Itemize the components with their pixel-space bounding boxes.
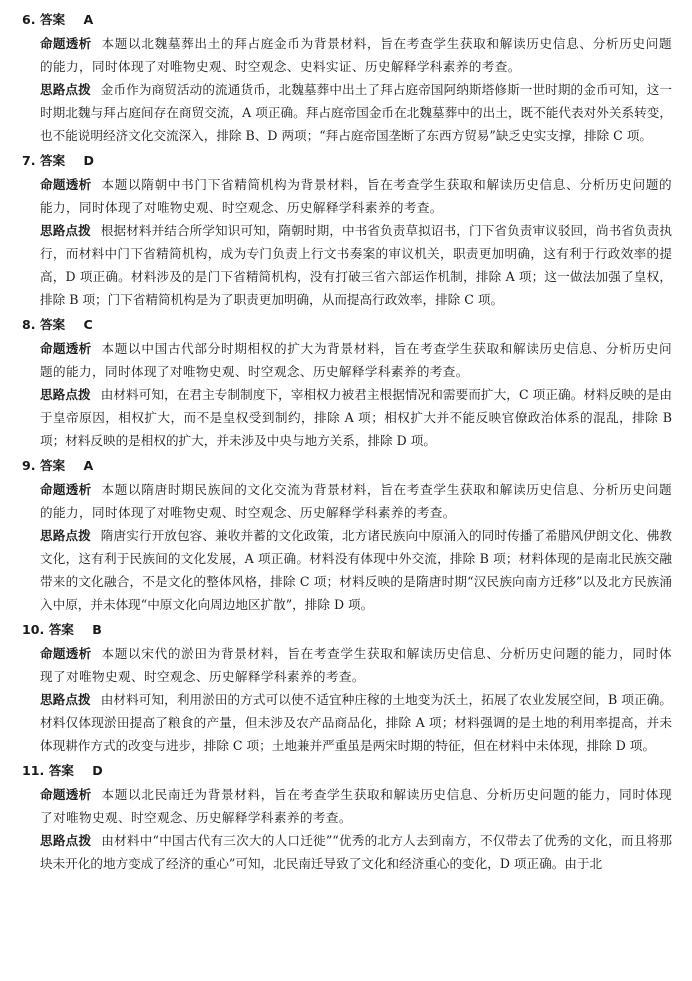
question-number: 10. [22, 622, 45, 637]
answer-header [22, 8, 672, 31]
intro-label: 命题透析 [40, 36, 92, 51]
intro-paragraph [22, 783, 672, 829]
answer-header [22, 313, 672, 336]
answer-letter: C [83, 317, 93, 332]
answer-letter: D [92, 763, 103, 778]
answer-label: 答案 [39, 458, 66, 473]
answer-header [22, 454, 672, 477]
analysis-text: 隋唐实行开放包容、兼收并蓄的文化政策，北方诸民族向中原涌入的同时传播了希腊风伊朗文化、佛教文化，这有利于民族间的文化发展，A 项正确。材料没有体现中外交流，排除 B 项；材料体现的是南北民族交融带来的文化融合，不是文化的整体风格，排除 C 项；材料反映的是隋唐时期“汉民族向南方迁移”以及北方民族涌入中原，并未体现“中原文化向周边地区扩散”，排除 D 项。 [40, 528, 673, 612]
intro-text: 本题以隋唐时期民族间的文化交流为背景材料，旨在考查学生获取和解读历史信息、分析历史问题的能力，同时体现了对唯物史观、时空观念、历史解释学科素养的考查。 [40, 482, 673, 520]
question-number: 11. [22, 763, 45, 778]
answer-letter: B [92, 622, 102, 637]
answer-item-7 [22, 149, 672, 311]
question-number: 7. [22, 153, 36, 168]
intro-text: 本题以隋朝中书门下省精简机构为背景材料，旨在考查学生获取和解读历史信息、分析历史问题的能力，同时体现了对唯物史观、时空观念、历史解释学科素养的考查。 [40, 177, 673, 215]
intro-paragraph [22, 173, 672, 219]
answer-letter: D [83, 153, 94, 168]
intro-label: 命题透析 [40, 177, 92, 192]
answer-label: 答案 [39, 12, 66, 27]
analysis-paragraph [22, 383, 672, 452]
analysis-label: 思路点拨 [40, 833, 92, 848]
answer-header [22, 759, 672, 782]
intro-paragraph [22, 642, 672, 688]
question-number: 8. [22, 317, 36, 332]
answer-item-11 [22, 759, 672, 875]
analysis-label: 思路点拨 [40, 528, 91, 543]
answer-label: 答案 [48, 622, 74, 637]
answer-item-10 [22, 618, 672, 757]
answer-label: 答案 [39, 153, 66, 168]
analysis-label: 思路点拨 [40, 387, 91, 402]
analysis-text: 由材料可知，利用淤田的方式可以使不适宜种庄稼的土地变为沃土，拓展了农业发展空间，B 项正确。材料仅体现淤田提高了粮食的产量，但未涉及农产品商品化，排除 A 项；材料强调的是土地的利用率提高，并未体现耕作方式的改变与进步，排除 C 项；土地兼并严重虽是两宋时期的特征，但在材料中未体现，排除 D 项。 [40, 692, 672, 753]
answer-header [22, 618, 672, 641]
analysis-paragraph [22, 524, 672, 616]
intro-text: 本题以北民南迁为背景材料，旨在考查学生获取和解读历史信息、分析历史问题的能力，同时体现了对唯物史观、时空观念、历史解释学科素养的考查。 [40, 787, 673, 825]
intro-text: 本题以北魏墓葬出土的拜占庭金币为背景材料，旨在考查学生获取和解读历史信息、分析历史问题的能力，同时体现了对唯物史观、时空观念、史料实证、历史解释学科素养的考查。 [40, 36, 673, 74]
analysis-label: 思路点拨 [40, 223, 91, 238]
intro-paragraph [22, 337, 672, 383]
answer-letter: A [83, 458, 94, 473]
analysis-paragraph [22, 829, 672, 875]
intro-label: 命题透析 [40, 482, 92, 497]
analysis-text: 由材料可知，在君主专制制度下，宰相权力被君主根据情况和需要而扩大，C 项正确。材料反映的是由于皇帝原因，相权扩大，而不是皇权受到制约，排除 A 项；相权扩大并不能反映官僚政治体系的混乱，排除 B 项；材料反映的是相权的扩大，并未涉及中央与地方关系，排除 D 项。 [40, 387, 673, 448]
answer-letter: A [83, 12, 94, 27]
analysis-paragraph [22, 219, 672, 311]
answer-item-8 [22, 313, 672, 452]
analysis-text: 由材料中“中国古代有三次大的人口迁徙”“优秀的北方人去到南方，不仅带去了优秀的文化，而且将那块未开化的地方变成了经济的重心”可知，北民南迁导致了文化和经济重心的变化，D 项正确。由于北 [40, 833, 672, 871]
intro-label: 命题透析 [40, 341, 92, 356]
analysis-label: 思路点拨 [40, 692, 91, 707]
analysis-paragraph [22, 78, 672, 147]
answer-label: 答案 [39, 317, 66, 332]
intro-label: 命题透析 [40, 646, 92, 661]
answer-header [22, 149, 672, 172]
analysis-text: 根据材料并结合所学知识可知，隋朝时期，中书省负责草拟诏书，门下省负责审议驳回，尚书省负责执行，而材料中门下省精简机构，成为专门负责上行文书奏案的审议机关，职责更加明确，这有利于行政效率的提高，D 项正确。材料涉及的是门下省精简机构，没有打破三省六部运作机制，排除 A 项；这一做法加强了皇权，排除 B 项；门下省精简机构是为了职责更加明确，从而提高行政效率，排除 C 项。 [40, 223, 673, 307]
analysis-paragraph [22, 688, 672, 757]
intro-text: 本题以宋代的淤田为背景材料，旨在考查学生获取和解读历史信息、分析历史问题的能力，同时体现了对唯物史观、时空观念、历史解释学科素养的考查。 [40, 646, 673, 684]
question-number: 9. [22, 458, 36, 473]
analysis-text: 金币作为商贸活动的流通货币，北魏墓葬中出土了拜占庭帝国阿纳斯塔修斯一世时期的金币可知，这一时期北魏与拜占庭间存在商贸交流，A 项正确。拜占庭帝国金币在北魏墓葬中的出土，既不能代表对外关系转变，也不能说明经济文化交流深入，排除 B、D 两项；“拜占庭帝国垄断了东西方贸易”缺乏史实支撑，排除 C 项。 [40, 82, 673, 143]
answer-item-9 [22, 454, 672, 616]
intro-label: 命题透析 [40, 787, 92, 802]
intro-text: 本题以中国古代部分时期相权的扩大为背景材料，旨在考查学生获取和解读历史信息、分析历史问题的能力，同时体现了对唯物史观、时空观念、历史解释学科素养的考查。 [40, 341, 673, 379]
answer-label: 答案 [48, 763, 74, 778]
question-number: 6. [22, 12, 36, 27]
intro-paragraph [22, 478, 672, 524]
answer-item-6 [22, 8, 672, 147]
intro-paragraph [22, 32, 672, 78]
analysis-label: 思路点拨 [40, 82, 91, 97]
